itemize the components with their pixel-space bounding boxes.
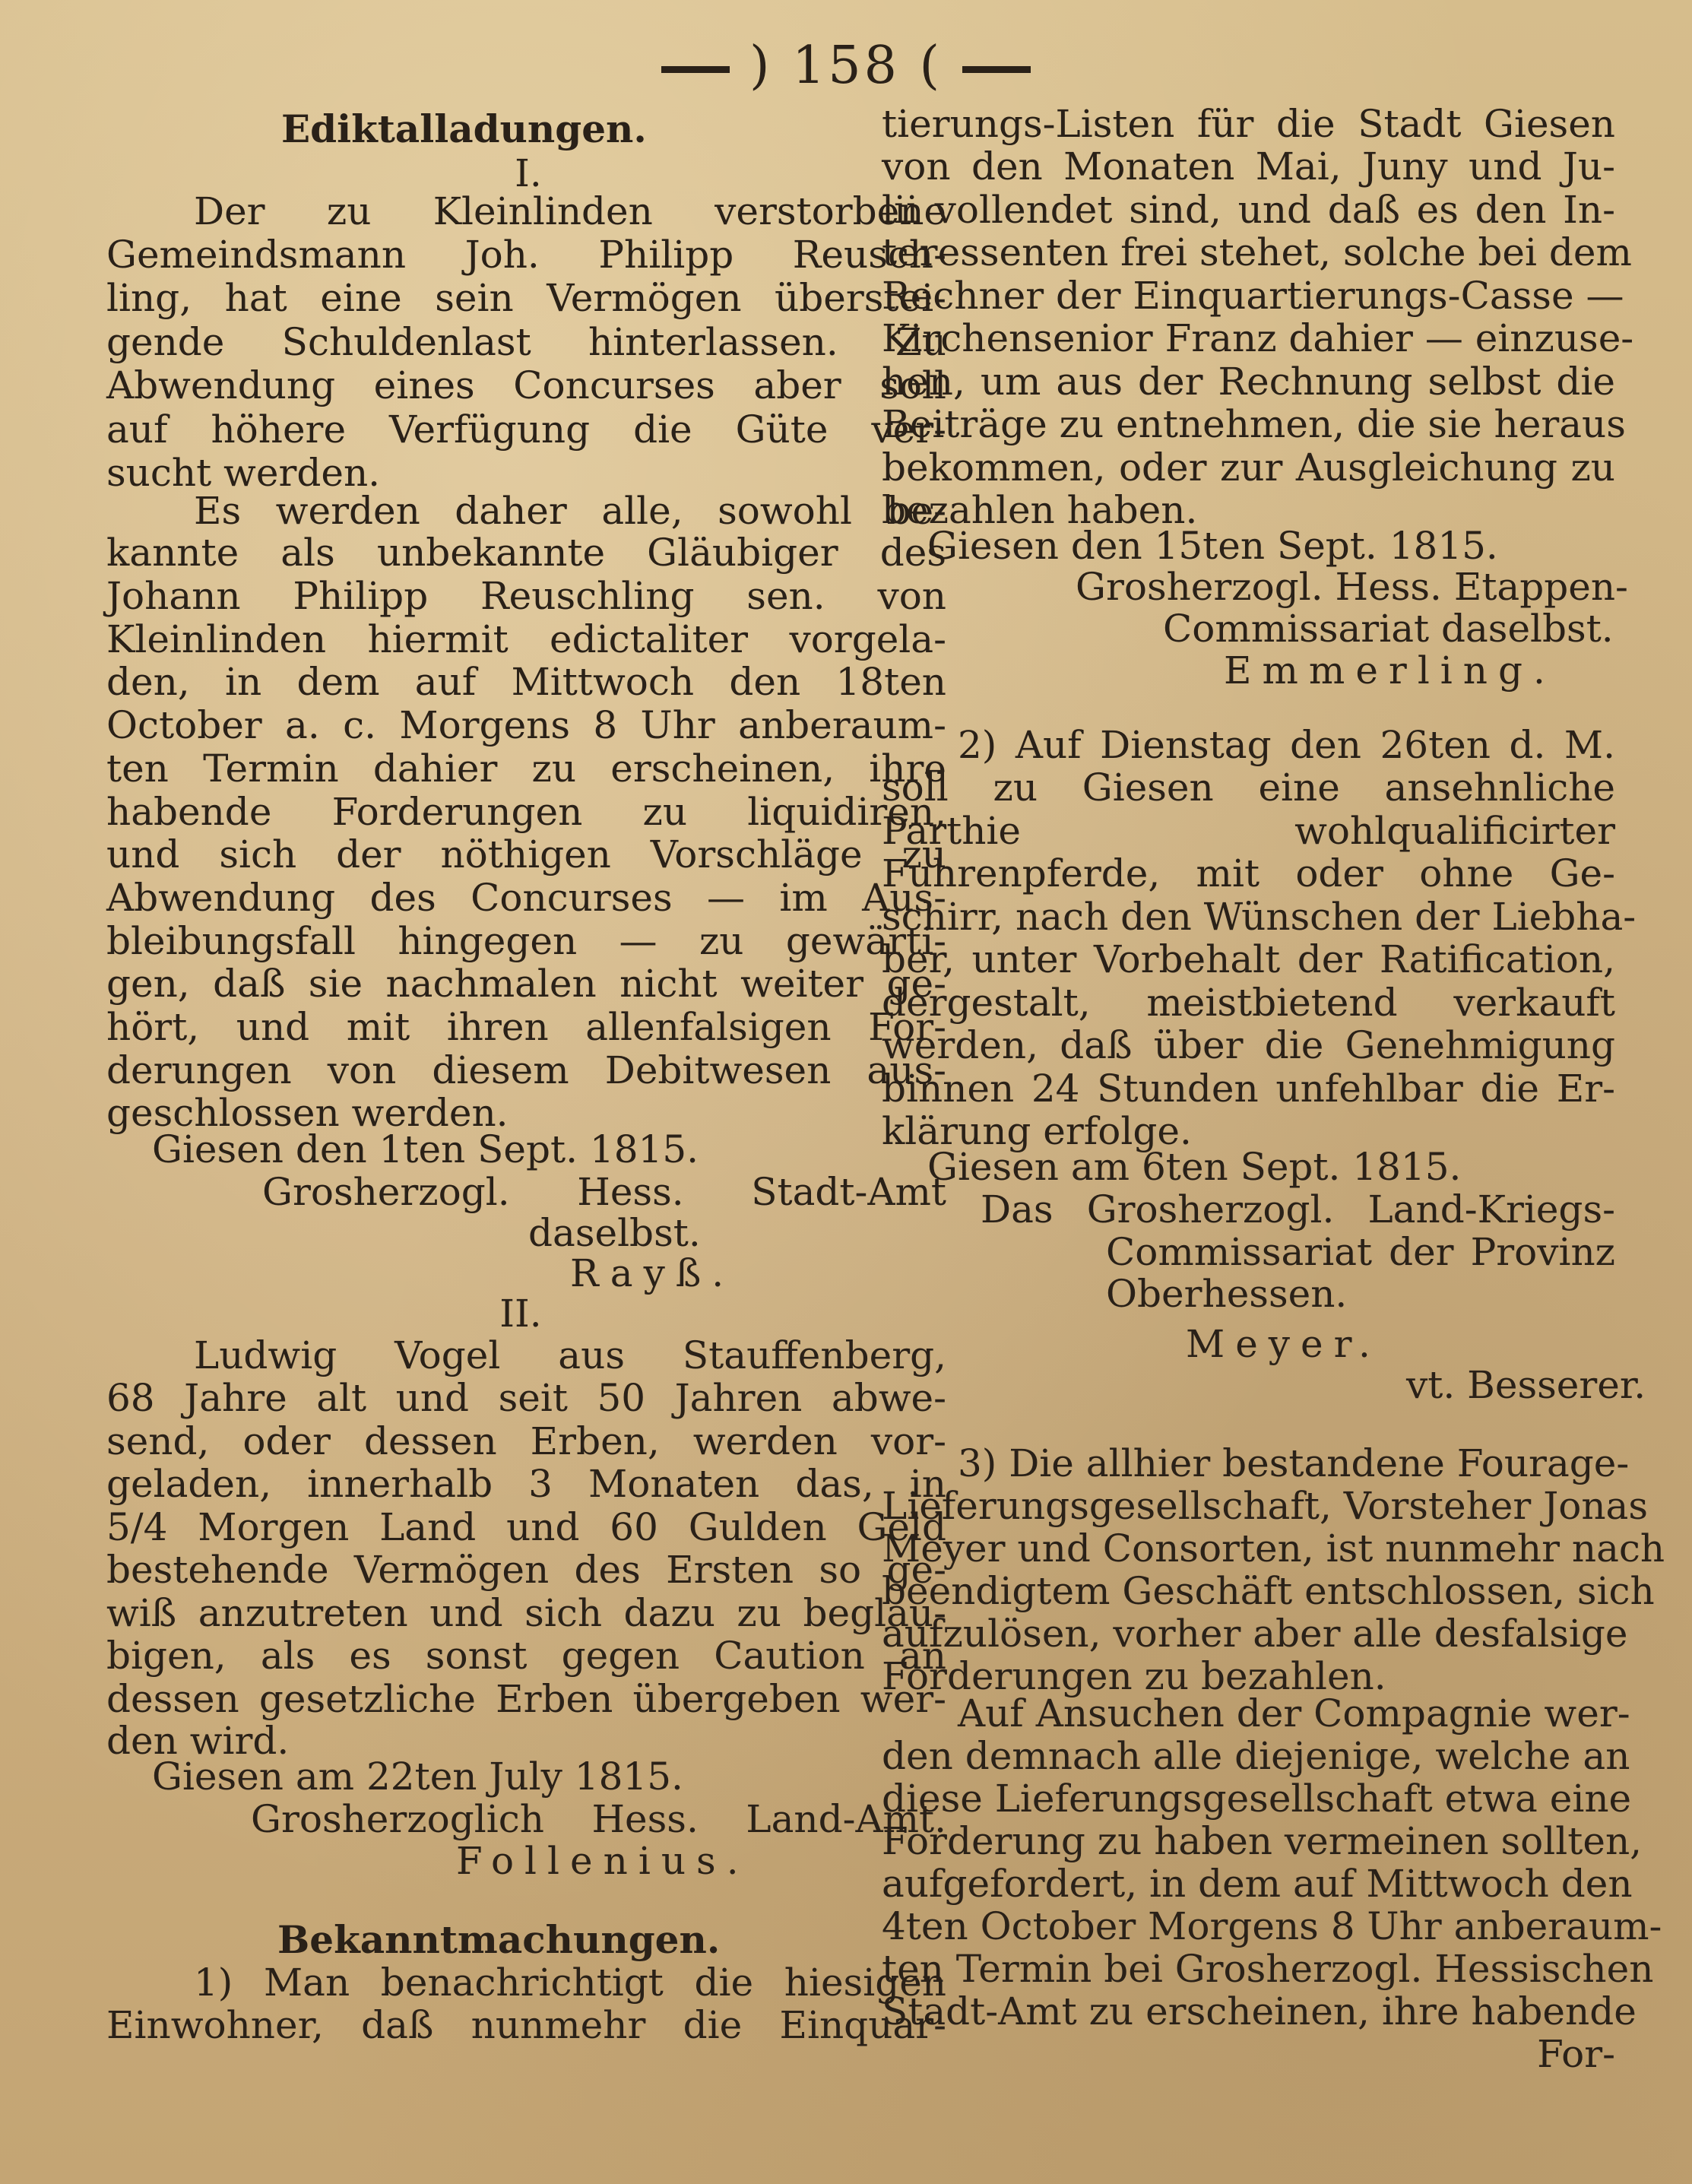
text-line: den demnach alle diejenige, welche an: [882, 1734, 1630, 1778]
text-line: Kleinlinden hiermit edictaliter vorgela-: [106, 617, 946, 661]
text-line: II.: [499, 1292, 542, 1336]
text-line: Meyer und Consorten, ist nunmehr nach: [882, 1526, 1665, 1571]
text-line: von den Monaten Mai, Juny und Ju-: [882, 144, 1615, 189]
text-line: Grosherzogl. Hess. Etappen-: [1076, 565, 1628, 609]
text-line: 3) Die allhier bestandene Fourage-: [958, 1441, 1630, 1485]
page-number: 158: [792, 36, 900, 96]
text-line: ten Termin dahier zu erscheinen, ihre: [106, 746, 946, 791]
text-line: Grosherzogl. Hess. Stadt-Amt: [262, 1170, 946, 1214]
text-line: derungen von diesem Debitwesen aus-: [106, 1048, 946, 1092]
text-line: aufgefordert, in dem auf Mittwoch den: [882, 1862, 1633, 1906]
text-line: Einwohner, daß nunmehr die Einquar-: [106, 2003, 946, 2047]
text-line: Meyer.: [1186, 1322, 1381, 1366]
text-line: Stadt-Amt zu erscheinen, ihre habende: [882, 1989, 1637, 2033]
text-line: Rechner der Einquartierungs-Casse —: [882, 274, 1624, 318]
text-line: vt. Besserer.: [1406, 1363, 1646, 1407]
text-line: Johann Philipp Reuschling sen. von: [106, 574, 946, 618]
text-line: October a. c. Morgens 8 Uhr anberaum-: [106, 703, 946, 747]
text-line: beendigtem Geschäft entschlossen, sich: [882, 1569, 1655, 1613]
text-line: binnen 24 Stunden unfehlbar die Er-: [882, 1067, 1615, 1111]
text-line: Es werden daher alle, sowohl be-: [194, 489, 946, 533]
text-line: wiß anzutreten und sich dazu zu beglau-: [106, 1591, 946, 1635]
text-line: Oberhessen.: [1106, 1272, 1348, 1316]
text-line: send, oder dessen Erben, werden vor-: [106, 1419, 946, 1463]
text-line: dergestalt, meistbietend verkauft: [882, 981, 1615, 1025]
text-line: Forderung zu haben vermeinen sollten,: [882, 1819, 1643, 1863]
text-line: Beiträge zu entnehmen, die sie heraus: [882, 402, 1626, 446]
text-line: kannte als unbekannte Gläubiger des: [106, 531, 946, 575]
text-line: Lieferungsgesellschaft, Vorsteher Jonas: [882, 1484, 1649, 1528]
text-line: Abwendung des Concurses — im Aus-: [106, 876, 946, 920]
text-line: Follenius.: [456, 1839, 749, 1883]
text-line: soll zu Giesen eine ansehnliche: [882, 766, 1615, 810]
text-line: Forderungen zu bezahlen.: [882, 1654, 1386, 1698]
text-line: Parthie wohlqualificirter: [882, 809, 1615, 853]
text-line: teressenten frei stehet, solche bei dem: [882, 230, 1632, 274]
text-line: klärung erfolge.: [882, 1109, 1192, 1153]
text-line: bigen, als es sonst gegen Caution an: [106, 1634, 946, 1678]
text-line: bestehende Vermögen des Ersten so ge-: [106, 1548, 946, 1592]
text-line: tierungs-Listen für die Stadt Giesen: [882, 102, 1615, 146]
text-line: geladen, innerhalb 3 Monaten das, in: [106, 1462, 946, 1506]
text-line: Commissariat der Provinz: [1106, 1230, 1615, 1274]
text-line: 4ten October Morgens 8 Uhr anberaum-: [882, 1904, 1662, 1948]
text-line: bezahlen haben.: [882, 488, 1198, 532]
text-line: habende Forderungen zu liquidiren,: [106, 790, 946, 834]
text-line: den, in dem auf Mittwoch den 18ten: [106, 660, 946, 704]
text-line: daselbst.: [528, 1211, 701, 1255]
text-line: Kirchensenior Franz dahier — einzuse-: [882, 316, 1634, 360]
text-line: auf höhere Verfügung die Güte ver-: [106, 407, 946, 452]
text-line: und sich der nöthigen Vorschläge zu: [106, 832, 946, 876]
header-dash-left: [661, 66, 730, 73]
text-line: Commissariat daselbst.: [1163, 607, 1614, 651]
text-line: For-: [1537, 2032, 1615, 2076]
text-line: Giesen den 1ten Sept. 1815.: [152, 1127, 699, 1171]
text-line: schirr, nach den Wünschen der Liebha-: [882, 895, 1637, 939]
text-line: hört, und mit ihren allenfalsigen For-: [106, 1005, 946, 1049]
text-line: aufzulösen, vorher aber alle desfalsige: [882, 1612, 1628, 1656]
text-line: gen, daß sie nachmalen nicht weiter ge-: [106, 962, 946, 1006]
page-header: ) 158 (: [0, 32, 1692, 100]
text-line: ling, hat eine sein Vermögen überstei-: [106, 276, 946, 320]
text-line: sucht werden.: [106, 451, 381, 495]
text-line: Grosherzoglich Hess. Land-Amt.: [251, 1797, 946, 1841]
text-line: ten Termin bei Grosherzogl. Hessischen: [882, 1947, 1654, 1991]
text-line: hen, um aus der Rechnung selbst die: [882, 360, 1615, 404]
text-line: Rayß.: [570, 1251, 735, 1295]
text-line: lii vollendet sind, und daß es den In-: [882, 188, 1615, 232]
text-line: 2) Auf Dienstag den 26ten d. M.: [958, 723, 1615, 767]
text-line: Giesen am 22ten July 1815.: [152, 1754, 683, 1799]
text-line: Das Grosherzogl. Land-Kriegs-: [981, 1187, 1615, 1231]
text-line: werden, daß über die Genehmigung: [882, 1023, 1615, 1067]
text-line: Giesen den 15ten Sept. 1815.: [927, 524, 1498, 568]
text-line: gende Schuldenlast hinterlassen. Zu: [106, 320, 946, 364]
text-line: Ludwig Vogel aus Stauffenberg,: [194, 1333, 946, 1377]
text-line: Bekanntmachungen.: [277, 1917, 721, 1962]
text-line: dessen gesetzliche Erben übergeben wer-: [106, 1677, 946, 1721]
header-dash-right: [962, 66, 1031, 73]
text-line: Gemeindsmann Joh. Philipp Reusch-: [106, 233, 946, 277]
text-line: den wird.: [106, 1719, 290, 1763]
text-line: diese Lieferungsgesellschaft etwa eine: [882, 1777, 1632, 1821]
text-line: ber, unter Vorbehalt der Ratification,: [882, 937, 1615, 981]
text-line: 1) Man benachrichtigt die hiesigen: [194, 1961, 946, 2005]
text-line: Abwendung eines Concurses aber soll: [106, 363, 946, 407]
text-line: 68 Jahre alt und seit 50 Jahren abwe-: [106, 1376, 946, 1420]
text-line: Fuhrenpferde, mit oder ohne Ge-: [882, 851, 1615, 895]
text-line: 5/4 Morgen Land und 60 Gulden Geld: [106, 1505, 946, 1549]
text-line: Auf Ansuchen der Compagnie wer-: [958, 1691, 1630, 1735]
text-line: bleibungsfall hingegen — zu gewärti-: [106, 919, 946, 963]
text-line: Ediktalladungen.: [281, 106, 647, 151]
text-line: Emmerling.: [1224, 648, 1556, 693]
text-line: geschlossen werden.: [106, 1091, 509, 1135]
text-line: bekommen, oder zur Ausgleichung zu: [882, 445, 1615, 490]
text-line: I.: [515, 151, 542, 195]
text-line: Der zu Kleinlinden verstorbene: [194, 189, 946, 233]
text-line: Giesen am 6ten Sept. 1815.: [927, 1145, 1462, 1189]
